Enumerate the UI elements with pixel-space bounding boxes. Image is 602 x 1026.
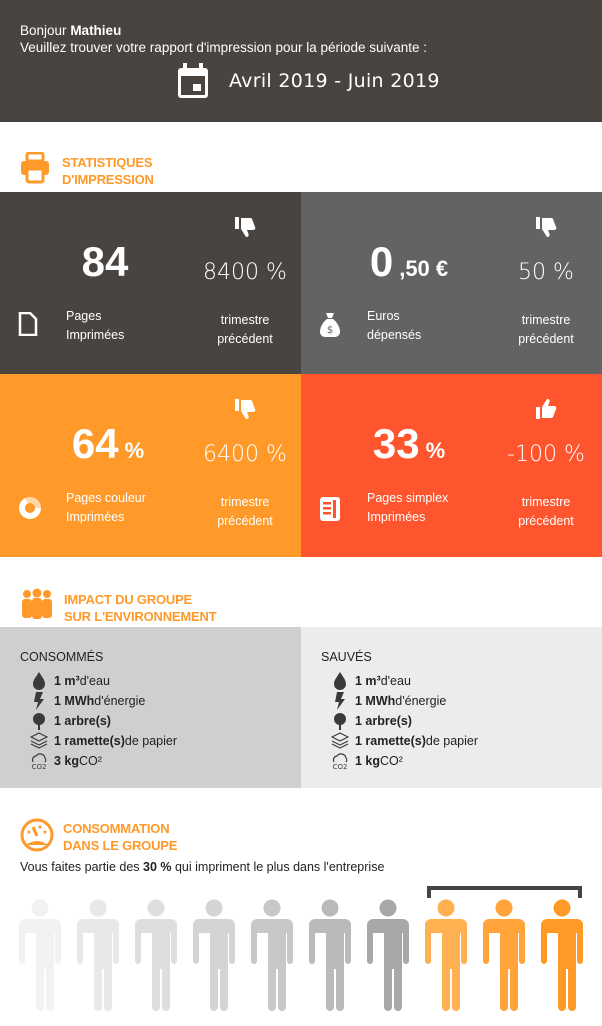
water-drop-icon [331,672,355,690]
water-drop-icon [30,672,54,690]
stat-previous-label: trimestre précédent [518,313,574,346]
thumbs-down-icon [531,216,561,243]
stat-value: 33 % [372,420,446,467]
stat-tile [301,192,602,374]
impact-item [30,751,177,771]
impact-item [331,731,478,751]
greeting-text: Bonjour [20,23,67,38]
impact-item [331,711,478,731]
period [177,63,440,99]
thumbs-down-icon [230,398,260,425]
stat-change: 50 % [518,260,574,285]
impact-unit: d'énergie [395,694,447,708]
tree-icon [331,712,355,730]
user-name: Mathieu [70,23,122,38]
impact-unit: d'énergie [94,694,146,708]
person-icon [193,899,235,1011]
impact-unit: CO² [380,754,403,768]
impact-value: 1 MWh [54,694,95,708]
stat-label: Euros dépensés [367,309,422,342]
stat-change: 6400 % [203,442,287,467]
simplex-page-icon [319,496,341,527]
impact-item [30,671,177,691]
stat-previous-label: trimestre précédent [217,313,273,346]
environment-title: IMPACT DU GROUPE SUR L'ENVIRONNEMENT [64,592,217,624]
person-icon [425,899,467,1011]
document-icon [18,312,38,341]
tree-icon [30,712,54,730]
impact-unit: d'eau [79,674,110,688]
stat-label: Pages couleur Imprimées [66,491,146,524]
printer-icon [20,152,50,189]
calendar-icon [177,63,209,99]
svg-text:$: $ [326,325,334,336]
paper-stack-icon [30,732,54,750]
impact-item [331,691,478,711]
impact-value: 1 ramette(s) [355,734,426,748]
gauge-icon [20,818,54,857]
lightning-icon [331,692,355,710]
donut-chart-icon [18,496,42,525]
impact-unit: de papier [425,734,478,748]
stat-tile [301,374,602,557]
svg-text:CO2: CO2 [31,763,47,770]
group-title: CONSOMMATION DANS LE GROUPE [63,821,178,853]
paper-stack-icon [331,732,355,750]
impact-unit: de papier [124,734,177,748]
impact-value: 3 kg [54,754,80,768]
money-bag-icon [319,312,341,343]
stat-label: Pages Imprimées [66,309,125,342]
header [0,0,602,122]
impact-item [331,671,478,691]
impact-value: 1 m³ [355,674,381,688]
co2-cloud-icon [30,752,54,770]
stat-tile [0,192,301,374]
person-icon [77,899,119,1011]
thumbs-up-icon [531,398,561,425]
person-icon [541,899,583,1011]
group-text: Vous faites partie des 30 % qui impriment le plus dans l'entreprise [20,860,385,874]
person-icon [135,899,177,1011]
thumbs-down-icon [230,216,260,243]
consumed-heading: CONSOMMÉS [20,650,104,664]
impact-item [30,691,177,711]
stat-label: Pages simplex Imprimées [367,491,449,524]
stat-tile [0,374,301,557]
greeting [20,22,427,56]
stat-previous-label: trimestre précédent [217,495,273,528]
impact-value: 1 arbre(s) [54,714,111,728]
impact-value: 1 kg [355,754,381,768]
stats-title: STATISTIQUES D'IMPRESSION [62,155,154,187]
person-icon [483,899,525,1011]
stat-change: 8400 % [203,260,287,285]
impact-value: 1 MWh [355,694,396,708]
intro-text: Veuillez trouver votre rapport d'impression pour la période suivante : [20,40,428,55]
top-percent-bracket [427,886,582,898]
impact-unit: d'eau [380,674,411,688]
consumed-panel [0,627,301,788]
impact-unit: CO² [79,754,102,768]
lightning-icon [30,692,54,710]
saved-heading: SAUVÉS [321,650,372,664]
person-icon [19,899,61,1011]
stat-previous-label: trimestre précédent [518,495,574,528]
impact-item [331,751,478,771]
impact-value: 1 arbre(s) [355,714,412,728]
stat-value: 0 ,50 € [369,238,449,285]
impact-item [30,711,177,731]
co2-cloud-icon [331,752,355,770]
person-icon [367,899,409,1011]
person-icon [309,899,351,1011]
saved-panel [301,627,602,788]
stat-change: -100 % [507,442,585,467]
person-icon [251,899,293,1011]
stat-value: 64 % [71,420,145,467]
impact-item [30,731,177,751]
period-range: Avril 2019 - Juin 2019 [229,70,440,92]
impact-value: 1 ramette(s) [54,734,125,748]
impact-value: 1 m³ [54,674,80,688]
group-icon [20,588,54,625]
stat-value: 84 [81,238,129,285]
svg-text:CO2: CO2 [332,763,348,770]
